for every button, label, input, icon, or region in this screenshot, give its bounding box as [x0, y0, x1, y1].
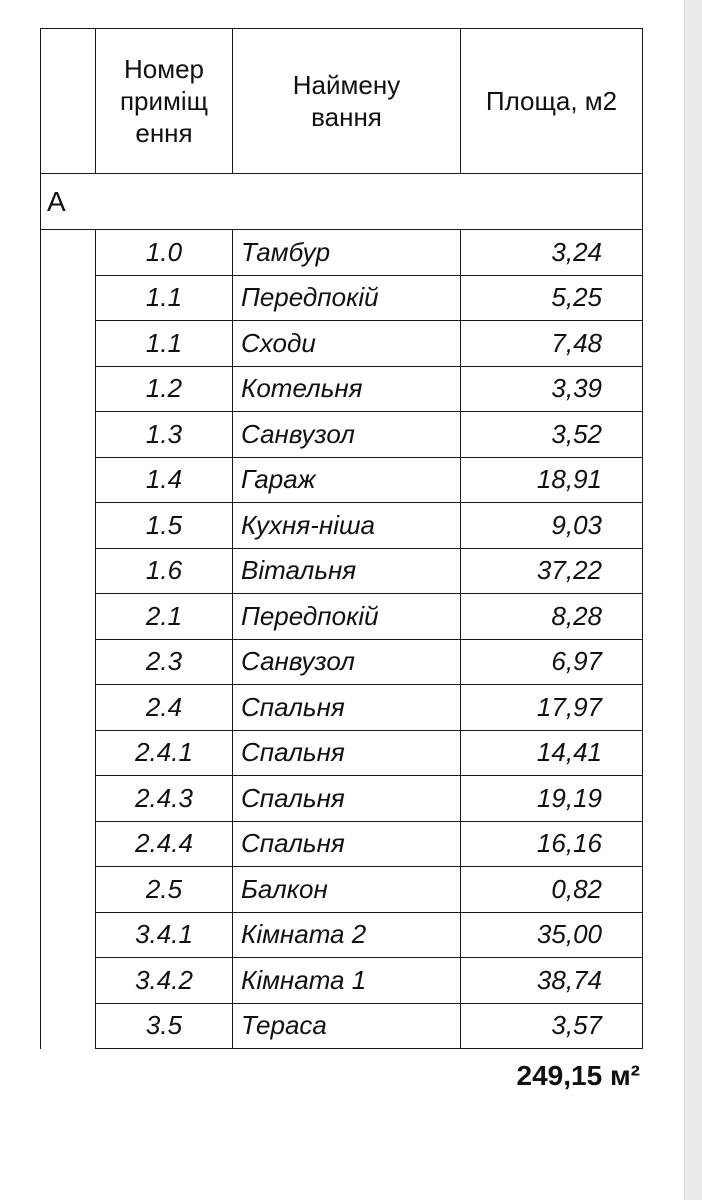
header-row: [41, 29, 643, 174]
room-name: Гараж: [233, 457, 461, 503]
room-name: Передпокій: [233, 594, 461, 640]
room-area: 16,16: [461, 821, 643, 867]
section-row: [41, 174, 643, 230]
room-number: 3.5: [96, 1003, 233, 1049]
row-blank-cell: [41, 412, 96, 458]
room-number: 3.4.2: [96, 958, 233, 1004]
table-row: [41, 412, 643, 458]
room-name: Кімната 1: [233, 958, 461, 1004]
room-area: 3,57: [461, 1003, 643, 1049]
room-name: Тамбур: [233, 230, 461, 276]
table-row: [41, 503, 643, 549]
table-row: [41, 594, 643, 640]
table-row: [41, 230, 643, 276]
room-name: Кімната 2: [233, 912, 461, 958]
room-name: Спальня: [233, 821, 461, 867]
row-blank-cell: [41, 958, 96, 1004]
room-name: Санвузол: [233, 639, 461, 685]
table-row: [41, 321, 643, 367]
table-row: [41, 821, 643, 867]
room-name: Сходи: [233, 321, 461, 367]
table-row: [41, 639, 643, 685]
room-number: 1.6: [96, 548, 233, 594]
row-blank-cell: [41, 457, 96, 503]
room-number: 2.4.3: [96, 776, 233, 822]
table-row: [41, 275, 643, 321]
table-row: [41, 958, 643, 1004]
room-name: Спальня: [233, 730, 461, 776]
row-blank-cell: [41, 548, 96, 594]
room-area: 9,03: [461, 503, 643, 549]
room-number: 2.4.1: [96, 730, 233, 776]
room-name: Вітальня: [233, 548, 461, 594]
header-area: [461, 29, 643, 174]
header-blank: [41, 29, 96, 174]
room-area: 35,00: [461, 912, 643, 958]
room-number: 1.5: [96, 503, 233, 549]
room-area: 3,24: [461, 230, 643, 276]
room-name: Кухня-ніша: [233, 503, 461, 549]
table-row: [41, 457, 643, 503]
room-area: 3,52: [461, 412, 643, 458]
row-blank-cell: [41, 321, 96, 367]
room-area: 6,97: [461, 639, 643, 685]
room-number: 3.4.1: [96, 912, 233, 958]
table-row: [41, 685, 643, 731]
room-name: Балкон: [233, 867, 461, 913]
row-blank-cell: [41, 1003, 96, 1049]
room-name: Котельня: [233, 366, 461, 412]
room-area: 38,74: [461, 958, 643, 1004]
room-number: 1.1: [96, 321, 233, 367]
table-row: [41, 1003, 643, 1049]
room-area: 5,25: [461, 275, 643, 321]
room-number: 1.0: [96, 230, 233, 276]
table-row: [41, 730, 643, 776]
row-blank-cell: [41, 821, 96, 867]
row-blank-cell: [41, 685, 96, 731]
room-number: 2.1: [96, 594, 233, 640]
room-number: 1.1: [96, 275, 233, 321]
header-room-name: [233, 29, 461, 174]
room-area: 37,22: [461, 548, 643, 594]
room-number: 2.4: [96, 685, 233, 731]
row-blank-cell: [41, 275, 96, 321]
row-blank-cell: [41, 503, 96, 549]
room-number: 1.3: [96, 412, 233, 458]
room-number: 1.2: [96, 366, 233, 412]
rooms-table: [40, 28, 643, 1049]
room-area: 17,97: [461, 685, 643, 731]
row-blank-cell: [41, 912, 96, 958]
room-area: 3,39: [461, 366, 643, 412]
header-room-number: [96, 29, 233, 174]
page-edge: [684, 0, 702, 1200]
table-row: [41, 366, 643, 412]
room-number: 2.3: [96, 639, 233, 685]
room-name: Санвузол: [233, 412, 461, 458]
room-area: 7,48: [461, 321, 643, 367]
room-area: 8,28: [461, 594, 643, 640]
row-blank-cell: [41, 867, 96, 913]
room-name: Передпокій: [233, 275, 461, 321]
room-number: 2.4.4: [96, 821, 233, 867]
row-blank-cell: [41, 730, 96, 776]
row-blank-cell: [41, 594, 96, 640]
room-area: 14,41: [461, 730, 643, 776]
table-row: [41, 912, 643, 958]
room-area: 18,91: [461, 457, 643, 503]
room-name: Спальня: [233, 685, 461, 731]
room-number: 1.4: [96, 457, 233, 503]
room-number: 2.5: [96, 867, 233, 913]
header-room-name-label: Наймену вання: [292, 70, 401, 132]
total-area: 249,15 м²: [516, 1060, 640, 1091]
room-name: Тераса: [233, 1003, 461, 1049]
room-area: 19,19: [461, 776, 643, 822]
table-row: [41, 867, 643, 913]
row-blank-cell: [41, 366, 96, 412]
room-name: Спальня: [233, 776, 461, 822]
table-row: [41, 548, 643, 594]
header-room-number-label: Номер приміщ ення: [119, 54, 209, 148]
row-blank-cell: [41, 639, 96, 685]
room-area: 0,82: [461, 867, 643, 913]
table-row: [41, 776, 643, 822]
section-label: А: [41, 174, 643, 230]
header-area-label: Площа, м2: [485, 86, 618, 116]
row-blank-cell: [41, 776, 96, 822]
row-blank-cell: [41, 230, 96, 276]
